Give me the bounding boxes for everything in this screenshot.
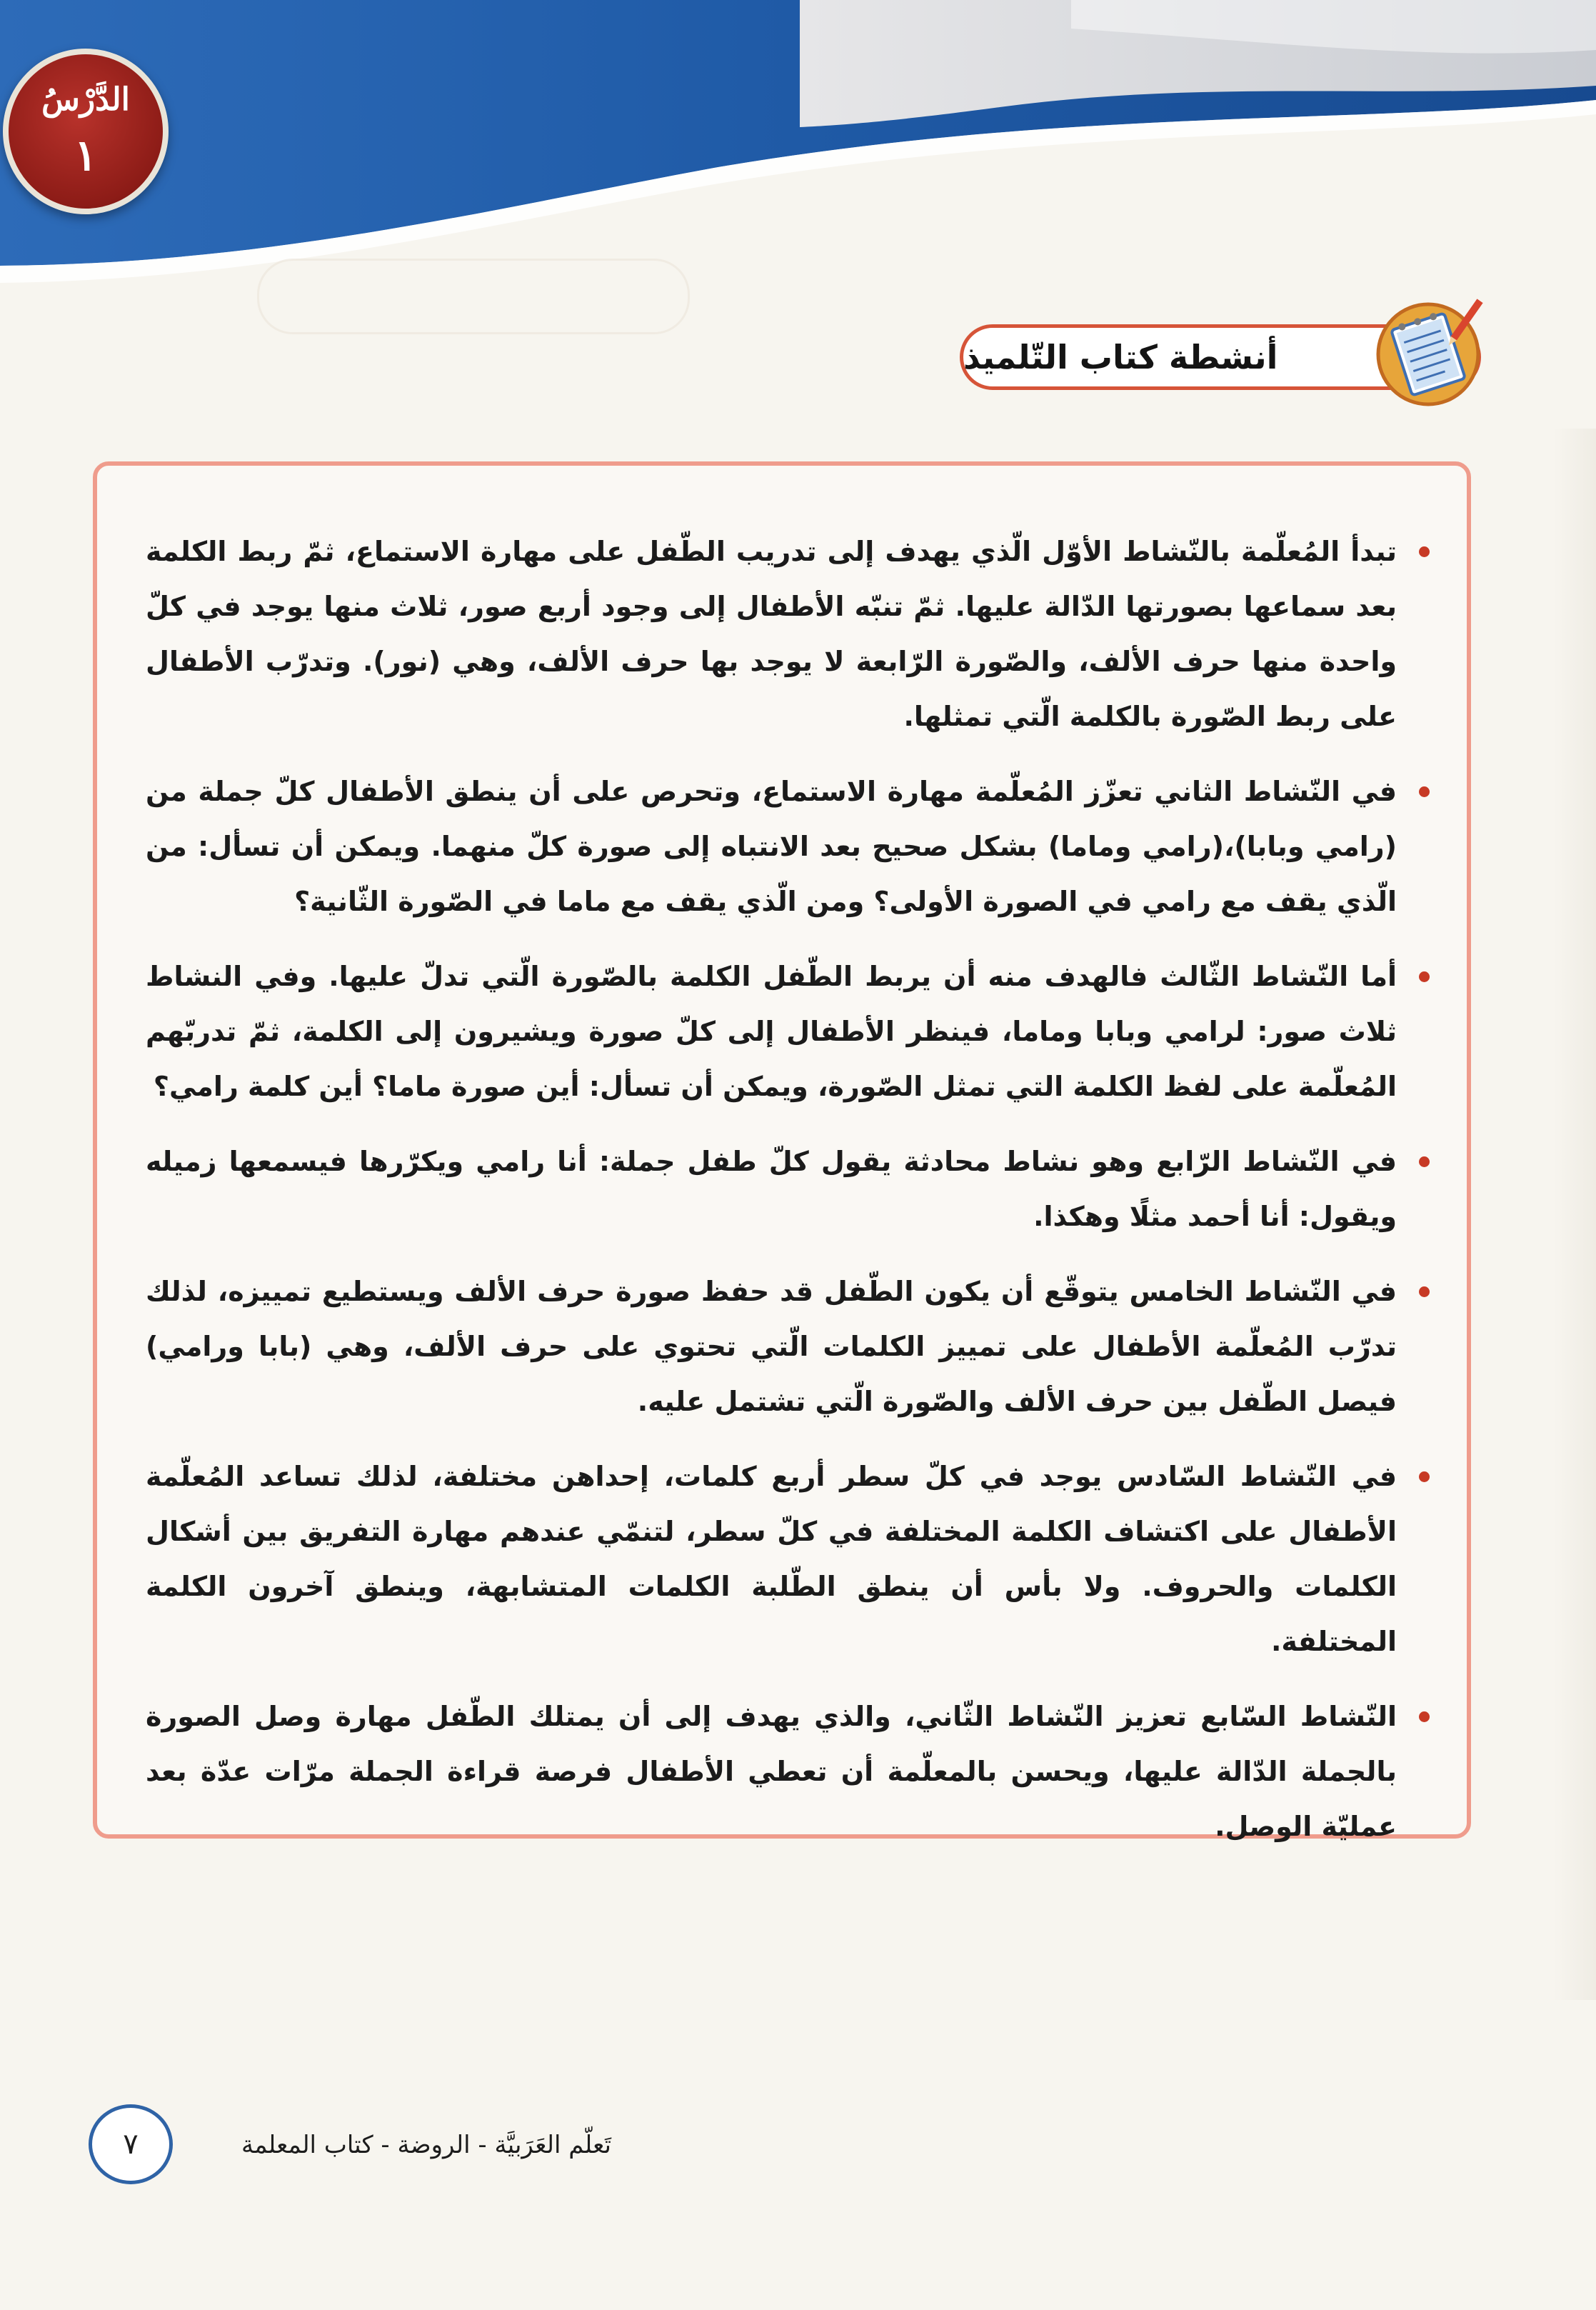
section-title: أنشطة كتاب التّلميذ	[963, 338, 1278, 376]
paragraph-text: في النّشاط الخامس يتوقّع أن يكون الطّفل قد حفظ صورة حرف الألف ويستطيع تمييزه، لذلك تدرّب المُعلّمة الأطفال على تمييز الكلمات الّتي تحتوي على حرف الألف، وهي (بابا ورامي) فيصل الطّفل بين حرف الألف والصّورة الّتي تشتمل عليه.	[146, 1276, 1397, 1417]
activity-paragraph-6	[146, 1449, 1430, 1669]
bullet-icon	[1419, 1286, 1430, 1297]
paragraph-text: النّشاط السّابع تعزيز النّشاط الثّاني، والذي يهدف إلى أن يمتلك الطّفل مهارة وصل الصورة بالجملة الدّالة عليها، ويحسن بالمعلّمة أن تعطي الأطفال فرصة قراءة الجملة مرّات عدّة بعد عمليّة الوصل.	[146, 1701, 1397, 1842]
lesson-number: ١	[74, 131, 98, 181]
activity-paragraph-2	[146, 764, 1430, 929]
paragraph-text: في النّشاط السّادس يوجد في كلّ سطر أربع كلمات، إحداهن مختلفة، لذلك تساعد المُعلّمة الأطفال على اكتشاف الكلمة المختلفة في كلّ سطر، لتنمّي عندهم مهارة التفريق بين أشكال الكلمات والحروف. ولا بأس أن ينطق الطّلبة الكلمات المتشابهة، وينطق آخرون الكلمة المختلفة.	[146, 1461, 1397, 1657]
bullet-icon	[1419, 1471, 1430, 1482]
lesson-badge	[3, 49, 169, 214]
activity-paragraph-3	[146, 949, 1430, 1114]
bullet-icon	[1419, 971, 1430, 982]
header-wave	[0, 0, 1596, 300]
activity-paragraph-4	[146, 1134, 1430, 1244]
bullet-icon	[1419, 1711, 1430, 1722]
header-band	[0, 0, 1596, 300]
bullet-icon	[1419, 1156, 1430, 1167]
notebook-icon	[1367, 291, 1489, 413]
footer-book-title: تَعلّم العَرَبيَّة - الروضة - كتاب المعلمة	[241, 2131, 611, 2159]
show-through-tab	[257, 259, 690, 334]
page-number: ٧	[89, 2104, 173, 2184]
activity-paragraph-7	[146, 1689, 1430, 1854]
lesson-label: الدَّرْسُ	[41, 81, 130, 118]
bullet-icon	[1419, 546, 1430, 557]
content-box	[93, 461, 1471, 1842]
activity-paragraph-5	[146, 1264, 1430, 1429]
bullet-icon	[1419, 786, 1430, 797]
paragraph-text: أما النّشاط الثّالث فالهدف منه أن يربط الطّفل الكلمة بالصّورة الّتي تدلّ عليها. وفي النشاط ثلاث صور: لرامي وبابا وماما، فينظر الأطفال إلى كلّ صورة ويشيرون إلى الكلمة، ثمّ تدربّهم المُعلّمة على لفظ الكلمة التي تمثل الصّورة، ويمكن أن تسأل: أين صورة ماما؟ أين كلمة رامي؟	[146, 961, 1397, 1102]
page-edge-shade	[1553, 429, 1596, 2000]
paragraph-text: تبدأ المُعلّمة بالنّشاط الأوّل الّذي يهدف إلى تدريب الطّفل على مهارة الاستماع، ثمّ ربط الكلمة بعد سماعها بصورتها الدّالة عليها. ثمّ تنبّه الأطفال إلى وجود أربع صور، ثلاث منها يوجد في كلّ واحدة منها حرف الألف، والصّورة الرّابعة لا يوجد بها حرف الألف، وهي (نور). وتدرّب الأطفال على ربط الصّورة بالكلمة الّتي تمثلها.	[146, 536, 1397, 732]
paragraph-text: في النّشاط الثاني تعزّز المُعلّمة مهارة الاستماع، وتحرص على أن ينطق الأطفال كلّ جملة من (رامي وبابا)،(رامي وماما) بشكل صحيح بعد الانتباه إلى صورة كلّ منهما. ويمكن أن تسأل: من الّذي يقف مع رامي في الصورة الأولى؟ ومن الّذي يقف مع ماما في الصّورة الثّانية؟	[146, 776, 1397, 917]
paragraph-text: في النّشاط الرّابع وهو نشاط محادثة يقول كلّ طفل جملة: أنا رامي ويكرّرها فيسمعها زميله ويقول: أنا أحمد مثلًا وهكذا.	[146, 1146, 1397, 1232]
activity-paragraph-1	[146, 524, 1430, 744]
